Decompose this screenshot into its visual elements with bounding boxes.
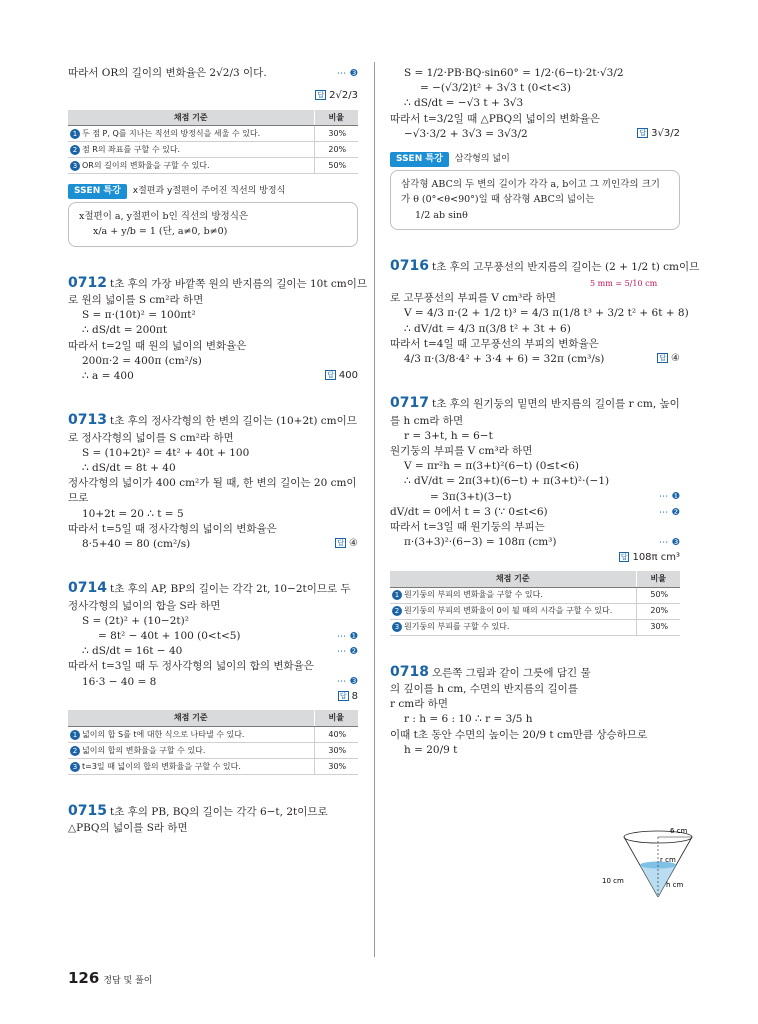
solution-line: t초 후의 PB, BQ의 길이는 각각 6−t, 2t이므로 [109, 805, 328, 818]
problem-0714 [68, 578, 358, 704]
answer-value: ④ [349, 538, 358, 550]
solution-line: 200π·2 = 400π (cm²/s) [82, 354, 202, 367]
table-row [68, 742, 358, 758]
number-badge: 3 [70, 762, 80, 772]
solution-line: = 3π(3+t)(3−t) [430, 490, 512, 503]
problem-number: 0712 [68, 274, 107, 291]
criterion-rate: 30% [314, 758, 358, 774]
grading-table-1 [68, 110, 358, 175]
problem-number: 0713 [68, 412, 107, 429]
criterion-text: 넓이의 합 S를 t에 대한 식으로 나타낼 수 있다. [82, 729, 245, 739]
criterion-text: 두 점 P, Q를 지나는 직선의 방정식을 세울 수 있다. [82, 128, 261, 138]
page-footer [68, 968, 153, 990]
intro-line [68, 66, 358, 81]
answer-tag: 답 [327, 371, 334, 380]
table-header: 비율 [636, 571, 680, 587]
solution-line: t초 후의 고무풍선의 반지름의 길이는 (2 + 1/2 t) cm이므 [431, 260, 700, 273]
answer-value: 8 [351, 690, 358, 702]
answer-line [68, 89, 358, 104]
ssen-title: x절편과 y절편이 주어진 직선의 방정식 [132, 186, 286, 197]
criterion-text: 원기둥의 부피의 변화율을 구할 수 있다. [404, 590, 543, 600]
criterion-rate: 40% [314, 726, 358, 742]
solution-line: 정사각형의 넓이의 합을 S라 하면 [68, 599, 221, 612]
solution-line: h = 20/9 t [404, 743, 458, 756]
criterion-rate: 50% [636, 587, 680, 603]
table-row [390, 587, 680, 603]
solution-line: −√3·3/2 + 3√3 = 3√3/2 [404, 127, 528, 140]
problem-0712 [68, 273, 368, 385]
table-row [390, 603, 680, 619]
criterion-rate: 30% [314, 126, 358, 142]
table-row [68, 726, 358, 742]
problem-number: 0717 [390, 395, 429, 412]
ssen-title: 삼각형의 넓이 [454, 154, 510, 165]
solution-line: t초 후의 AP, BP의 길이는 각각 2t, 10−2t이므로 두 [109, 583, 351, 596]
solution-line: 정사각형의 넓이가 400 cm²가 될 때, 한 변의 길이는 20 cm이 [68, 477, 357, 490]
solution-line: S = (10+2t)² = 4t² + 40t + 100 [82, 446, 250, 459]
criterion-text: 점 R의 좌표를 구할 수 있다. [82, 144, 181, 154]
answer-value: 108π cm³ [632, 551, 680, 563]
solution-line: S = (2t)² + (10−2t)² [82, 614, 189, 627]
table-row [68, 158, 358, 174]
solution-line: 4/3 π·(3/8·4² + 3·4 + 6) = 32π (cm³/s) [404, 353, 605, 366]
step-marker: ⋯ ❶ [336, 630, 358, 642]
footer-label: 정답 및 풀이 [103, 976, 153, 986]
criterion-text: OR의 길이의 변화율을 구할 수 있다. [82, 160, 210, 170]
solution-line: π·(3+3)²·(6−3) = 108π (cm³) [404, 536, 557, 549]
step-marker: ⋯ ❸ [336, 676, 358, 688]
number-badge: 2 [392, 606, 402, 616]
criterion-rate: 20% [636, 603, 680, 619]
solution-line: △PBQ의 넓이를 S라 하면 [68, 822, 188, 835]
problem-0713 [68, 410, 358, 552]
ssen-tag: SSEN 특강 [390, 152, 449, 167]
problem-0715-continued [390, 66, 680, 142]
step-marker: ⋯ ❸ [336, 67, 358, 79]
number-badge: 1 [392, 590, 402, 600]
criterion-rate: 30% [314, 742, 358, 758]
answer-value: 400 [338, 370, 358, 382]
problem-number: 0718 [390, 663, 429, 680]
solution-line: 므로 [68, 492, 89, 505]
solution-line: 8·5+40 = 80 (cm²/s) [82, 538, 191, 551]
solution-line: 따라서 t=3일 때 원기둥의 부피는 [390, 521, 545, 534]
answer-tag: 답 [339, 691, 347, 700]
problem-number: 0714 [68, 580, 107, 597]
criterion-rate: 30% [636, 619, 680, 635]
solution-line: 따라서 t=4일 때 고무풍선의 부피의 변화율은 [390, 337, 599, 350]
problem-0716 [390, 256, 700, 368]
answer-tag: 답 [317, 91, 325, 100]
solution-line: 이때 t초 동안 수면의 높이는 20/9 t cm만큼 상승하므로 [390, 728, 648, 741]
table-header: 채점 기준 [68, 710, 314, 726]
solution-line: t초 후의 원기둥의 밑면의 반지름의 길이를 r cm, 높이 [431, 398, 680, 411]
ssen-line: 삼각형 ABC의 두 변의 길이가 각각 a, b이고 그 끼인각의 크기 [401, 179, 660, 191]
ssen-tip-1 [68, 184, 358, 246]
answer-tag: 답 [639, 129, 647, 138]
cone-figure [600, 825, 700, 905]
solution-line: 따라서 t=2일 때 원의 넓이의 변화율은 [68, 339, 247, 352]
solution-line: 따라서 t=5일 때 정사각형의 넓이의 변화율은 [68, 522, 277, 535]
number-badge: 2 [70, 746, 80, 756]
answer-tag: 답 [659, 354, 667, 363]
ssen-box [390, 170, 680, 230]
label-top-radius: 6 cm [670, 827, 688, 835]
solution-line: t초 후의 가장 바깥쪽 원의 반지름의 길이는 10t cm이므 [109, 277, 368, 290]
ssen-tip-2 [390, 152, 680, 230]
solution-line: ∴ dV/dt = 2π(3+t)(6−t) + π(3+t)²·(−1) [404, 475, 610, 488]
table-header: 비율 [314, 710, 358, 726]
table-row [68, 126, 358, 142]
answer-value: 3√3/2 [651, 128, 680, 140]
solution-line: r cm라 하면 [390, 698, 448, 711]
answer-tag: 답 [337, 539, 345, 548]
solution-line: 로 고무풍선의 부피를 V cm³라 하면 [390, 292, 557, 305]
number-badge: 3 [70, 161, 80, 171]
solution-line: ∴ dS/dt = 16t − 40 [82, 645, 183, 658]
criterion-text: 원기둥의 부피를 구할 수 있다. [404, 622, 510, 632]
solution-line: V = 4/3 π·(2 + 1/2 t)³ = 4/3 π(1/8 t³ + 3/2 t² + 6t + 8) [404, 307, 689, 320]
grading-table-3 [390, 571, 680, 636]
criterion-rate: 50% [314, 158, 358, 174]
problem-number: 0716 [390, 257, 429, 274]
solution-line: r = 3+t, h = 6−t [404, 429, 493, 442]
table-row [68, 142, 358, 158]
right-column [390, 60, 700, 758]
step-marker: ⋯ ❷ [658, 506, 680, 518]
solution-line: S = π·(10t)² = 100πt² [82, 309, 196, 322]
label-water-depth: h cm [666, 881, 684, 889]
solution-line: = 8t² − 40t + 100 (0<t<5) [98, 630, 241, 643]
solution-line: 로 정사각형의 넓이를 S cm²라 하면 [68, 431, 234, 444]
intro-text: 따라서 OR의 길이의 변화율은 2√2/3 이다. [68, 67, 267, 79]
label-height: 10 cm [602, 877, 624, 885]
table-header: 채점 기준 [390, 571, 636, 587]
column-divider [374, 62, 375, 957]
ssen-line: x절편이 a, y절편이 b인 직선의 방정식은 [79, 211, 249, 223]
answer-value: 2√2/3 [329, 90, 358, 102]
problem-0718 [390, 662, 680, 758]
solution-line: 를 h cm라 하면 [390, 414, 464, 427]
table-header: 채점 기준 [68, 110, 314, 126]
ssen-line: 가 θ (0°<θ<90°)일 때 삼각형 ABC의 넓이는 [401, 194, 595, 206]
step-marker: ⋯ ❷ [336, 645, 358, 657]
answer-tag: 답 [620, 552, 628, 561]
step-marker: ⋯ ❸ [658, 537, 680, 549]
step-marker: ⋯ ❶ [658, 491, 680, 503]
solution-line: 의 깊이를 h cm, 수면의 반지름의 길이를 [390, 682, 578, 695]
solution-line: t초 후의 정사각형의 한 변의 길이는 (10+2t) cm이므 [109, 415, 357, 428]
page-number: 126 [68, 969, 100, 987]
criterion-text: 원기둥의 부피의 변화율이 0이 될 때의 시각을 구할 수 있다. [404, 606, 613, 616]
solution-line: ∴ dV/dt = 4/3 π(3/8 t² + 3t + 6) [404, 322, 571, 335]
table-header: 비율 [314, 110, 358, 126]
criterion-rate: 20% [314, 142, 358, 158]
left-column [68, 60, 368, 836]
ssen-formula: x/a + y/b = 1 (단, a≠0, b≠0) [93, 226, 228, 238]
solution-line: 따라서 t=3/2일 때 △PBQ의 넓이의 변화율은 [390, 112, 600, 125]
solution-line: ∴ dS/dt = 200πt [82, 324, 168, 337]
solution-line: 원기둥의 부피를 V cm³라 하면 [390, 445, 533, 458]
criterion-text: t=3일 때 넓이의 합의 변화율을 구할 수 있다. [82, 761, 241, 771]
grading-table-2 [68, 710, 358, 775]
problem-number: 0715 [68, 802, 107, 819]
problem-0715 [68, 801, 358, 837]
criterion-text: 넓이의 합의 변화율을 구할 수 있다. [82, 745, 206, 755]
label-water-radius: r cm [660, 856, 676, 864]
number-badge: 1 [70, 129, 80, 139]
ssen-tag: SSEN 특강 [68, 184, 127, 199]
solution-line: dV/dt = 0에서 t = 3 (∵ 0≤t<6) [390, 505, 548, 518]
solution-line: ∴ a = 400 [82, 370, 134, 383]
solution-line: 로 원의 넓이를 S cm²라 하면 [68, 293, 204, 306]
margin-note: 5 mm = 5/10 cm [590, 279, 658, 288]
solution-line: 오른쪽 그림과 같이 그릇에 담긴 물 [431, 666, 591, 679]
ssen-formula: 1/2 ab sinθ [415, 209, 468, 221]
solution-line: 16·3 − 40 = 8 [82, 675, 157, 688]
solution-line: = −(√3/2)t² + 3√3 t (0<t<3) [420, 82, 571, 95]
problem-0717 [390, 393, 680, 565]
solution-line: 따라서 t=3일 때 두 정사각형의 넓이의 합의 변화율은 [68, 660, 314, 673]
number-badge: 1 [70, 730, 80, 740]
answer-value: ④ [671, 353, 680, 365]
table-row [390, 619, 680, 635]
solution-line: S = 1/2·PB·BQ·sin60° = 1/2·(6−t)·2t·√3/2 [404, 67, 624, 79]
number-badge: 2 [70, 145, 80, 155]
ssen-box [68, 202, 358, 246]
table-row [68, 758, 358, 774]
solution-line: r : h = 6 : 10 ∴ r = 3/5 h [404, 713, 533, 726]
number-badge: 3 [392, 622, 402, 632]
solution-line: V = πr²h = π(3+t)²(6−t) (0≤t<6) [404, 460, 580, 473]
solution-line: 10+2t = 20 ∴ t = 5 [82, 507, 184, 520]
solution-line: ∴ dS/dt = −√3 t + 3√3 [404, 97, 524, 110]
solution-line: ∴ dS/dt = 8t + 40 [82, 461, 176, 474]
